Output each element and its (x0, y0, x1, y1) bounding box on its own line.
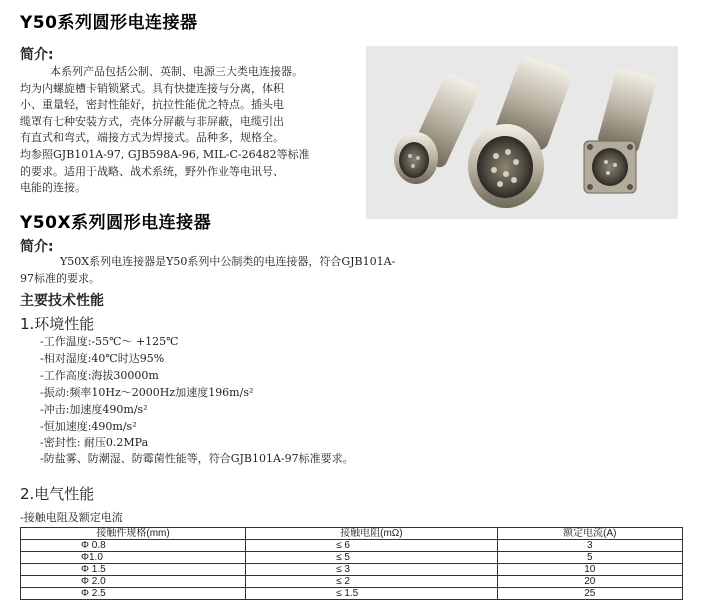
env-item: -工作高度:海拔30000m (40, 369, 159, 382)
connector-illustration (366, 46, 678, 219)
connector-product-photo (366, 46, 678, 219)
table-row (21, 552, 683, 564)
section1-intro-line: 电能的连接。 (20, 181, 86, 195)
table-cell: ≤ 6 (246, 540, 498, 552)
table-row (21, 588, 683, 600)
table-header-row (21, 528, 683, 540)
env-item: -相对湿度:40℃时达95% (40, 352, 165, 365)
env-heading: 1.环境性能 (20, 315, 95, 333)
section2-intro (20, 254, 450, 287)
table-cell: 10 (497, 564, 682, 576)
table-cell: ≤ 1.5 (246, 588, 498, 600)
env-item: -工作温度:-55℃～ +125℃ (40, 335, 179, 348)
table-row (21, 576, 683, 588)
section1-intro (20, 64, 360, 197)
section1-intro-line: 缆罩有七种安装方式，壳体分屏蔽与非屏蔽，电缆引出 (20, 114, 284, 128)
elec-heading: 2.电气性能 (20, 485, 95, 503)
env-item: -冲击:加速度490m/s² (40, 403, 148, 416)
env-item: -恒加速度:490m/s² (40, 420, 137, 433)
table-cell: Φ 0.8 (21, 540, 246, 552)
section2-title: Y50X系列圆形电连接器 (20, 213, 212, 233)
contact-spec-table (20, 527, 683, 600)
env-item: -密封性: 耐压0.2MPa (40, 436, 149, 449)
section1-intro-heading: 简介: (20, 47, 54, 63)
table-header: 额定电流(A) (497, 528, 682, 540)
center-connector (468, 54, 574, 208)
tech-heading: 主要技术性能 (20, 293, 104, 309)
table-row (21, 540, 683, 552)
contact-resistance-label: -接触电阻及额定电流 (20, 511, 123, 524)
section1-title: Y50系列圆形电连接器 (20, 13, 198, 33)
table-cell: ≤ 2 (246, 576, 498, 588)
right-connector (584, 67, 658, 193)
table-cell: ≤ 3 (246, 564, 498, 576)
table-cell: 5 (497, 552, 682, 564)
table-header: 接触电阻(mΩ) (246, 528, 498, 540)
table-header: 接触件规格(mm) (21, 528, 246, 540)
section2-intro-line: Y50X系列电连接器是Y50系列中公制类的电连接器，符合GJB101A- (60, 255, 396, 268)
table-cell: ≤ 5 (246, 552, 498, 564)
section1-intro-line: 均参照GJB101A-97, GJB598A-96, MIL-C-26482等标准 (20, 147, 310, 161)
table-cell: Φ1.0 (21, 552, 246, 564)
section1-intro-line: 均为内螺旋槽卡销锁紧式。具有快捷连接与分离，体积 (20, 81, 284, 95)
env-item: -振动:频率10Hz～2000Hz加速度196m/s² (40, 386, 254, 399)
table-row (21, 564, 683, 576)
section1-intro-line: 本系列产品包括公制、英制、电源三大类电连接器。 (50, 65, 303, 78)
table-cell: 20 (497, 576, 682, 588)
env-item: -防盐雾、防潮湿、防霉菌性能等，符合GJB101A-97标准要求。 (40, 452, 354, 465)
section1-intro-line: 有直式和弯式，端接方式为焊接式。品种多，规格全。 (20, 131, 284, 145)
table-cell: Φ 2.5 (21, 588, 246, 600)
section1-intro-line: 的要求。适用于战略、战术系统，野外作业等电讯号、 (20, 164, 284, 178)
section1-intro-line: 小、重量轻，密封性能好，抗拉性能优之特点。插头电 (20, 98, 284, 112)
section2-intro-heading: 简介: (20, 239, 54, 255)
table-cell: Φ 1.5 (21, 564, 246, 576)
table-cell: 25 (497, 588, 682, 600)
table-cell: Φ 2.0 (21, 576, 246, 588)
table-cell: 3 (497, 540, 682, 552)
section2-intro-line: 97标准的要求。 (20, 271, 100, 285)
